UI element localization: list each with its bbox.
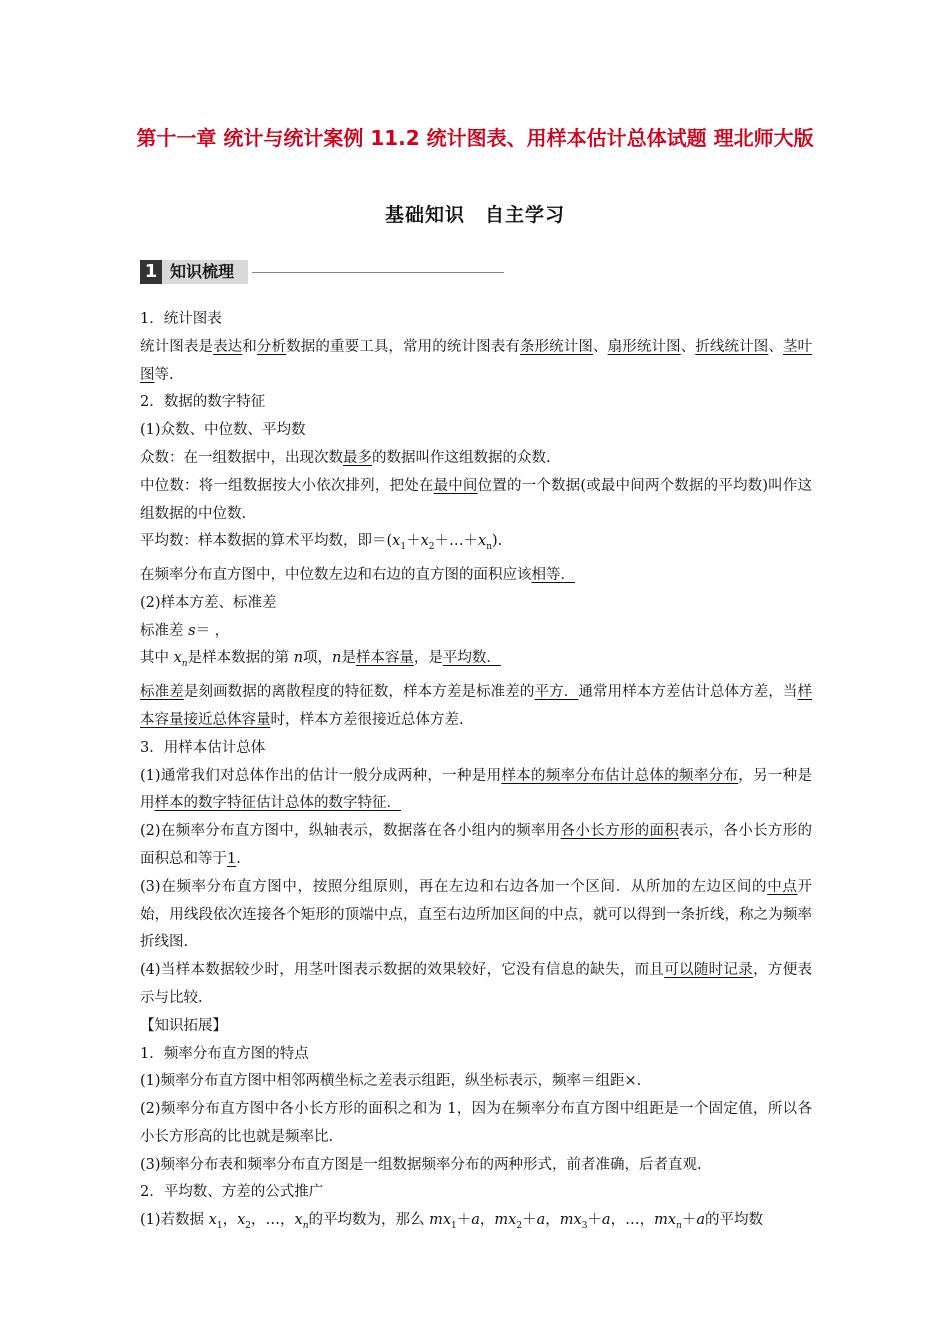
paragraph-estimation-1: (1)通常我们对总体作出的估计一般分成两种，一种是用样本的频率分布估计总体的频率分布，另一种是用样本的数字特征估计总体的数字特征．: [140, 767, 812, 812]
paragraph-mean: 平均数：样本数据的算术平均数，即$=(x_1+x_2+\dots+x_n)$.: [140, 533, 503, 553]
paragraph-histogram-median: 在频率分布直方图中，中位数左边和右边的直方图的面积应该相等．: [140, 567, 575, 584]
paragraph-std-meaning: 标准差是刻画数据的离散程度的特征数，样本方差是标准差的平方．通常用样本方差估计总体方差，当样本容量接近总体容量时，样本方差很接近总体方差.: [140, 684, 813, 728]
section-divider: [252, 272, 504, 273]
paragraph-estimation-4: (4)当样本数据较少时，用茎叶图表示数据的效果较好，它没有信息的缺失，而且可以随时记录，方便表示与比较.: [140, 962, 813, 1006]
paragraph-estimation-2: (2)在频率分布直方图中，纵轴表示，数据落在各小组内的频率用各小长方形的面积表示，各小长方形的面积总和等于1.: [140, 823, 813, 867]
paragraph-estimation-3: (3)在频率分布直方图中，按照分组原则，再在左边和右边各加一个区间．从所加的左边区间的中点开始，用线段依次连接各个矩形的顶端中点，直至右边所加区间的中点，就可以得到一条折线，称之为频率折线图.: [140, 878, 813, 951]
section-header: [140, 260, 504, 284]
section-subtitle: 基础知识 自主学习: [384, 204, 565, 226]
heading-statistical-charts: 1．统计图表: [140, 311, 222, 327]
heading-histogram-features: 1．频率分布直方图的特点: [140, 1045, 309, 1062]
subheading-variance: (2)样本方差、标准差: [140, 594, 277, 611]
paragraph-std-formula: 标准差 s＝ ，: [140, 622, 230, 639]
paragraph-extension-2: (2)频率分布直方图中各小长方形的面积之和为 1，因为在频率分布直方图中组距是一个固定值，所以各小长方形高的比也就是频率比.: [140, 1101, 812, 1145]
heading-knowledge-extension: 【知识拓展】: [140, 1017, 227, 1034]
heading-numeric-features: 2．数据的数字特征: [140, 394, 266, 411]
subheading-mode-median-mean: (1)众数、中位数、平均数: [140, 422, 306, 439]
document-body: [140, 306, 812, 1241]
paragraph-charts: 统计图表是表达和分析数据的重要工具，常用的统计图表有条形统计图、扇形统计图、折线统计图、茎叶图等.: [140, 338, 813, 383]
heading-formula-generalization: 2．平均数、方差的公式推广: [140, 1184, 324, 1201]
paragraph-extension-1: (1)频率分布直方图中相邻两横坐标之差表示组距，纵坐标表示，频率＝组距×.: [140, 1073, 642, 1090]
heading-sample-estimation: 3．用样本估计总体: [140, 739, 266, 756]
paragraph-mean-transform: (1)若数据 $x_1$，$x_2$，…，$x_n$的平均数为，那么 $mx_1+a$，$mx_2+a$，$mx_3+a$，…，$mx_n+a$的平均数: [140, 1212, 763, 1232]
paragraph-mode: 众数：在一组数据中，出现次数最多的数据叫作这组数据的众数.: [140, 449, 551, 466]
paragraph-extension-3: (3)频率分布表和频率分布直方图是一组数据频率分布的两种形式，前者准确，后者直观.: [140, 1156, 702, 1173]
section-label: 知识梳理: [162, 260, 248, 284]
paragraph-std-where: 其中 $x_n$是样本数据的第 n项，n是样本容量，是平均数．: [140, 650, 501, 670]
section-number-badge: 1: [140, 260, 162, 284]
document-title: 第十一章 统计与统计案例 11.2 统计图表、用样本估计总体试题 理北师大版: [136, 126, 814, 150]
paragraph-median: 中位数：将一组数据按大小依次排列，把处在最中间位置的一个数据(或最中间两个数据的平均数)叫作这组数据的中位数.: [140, 477, 813, 522]
